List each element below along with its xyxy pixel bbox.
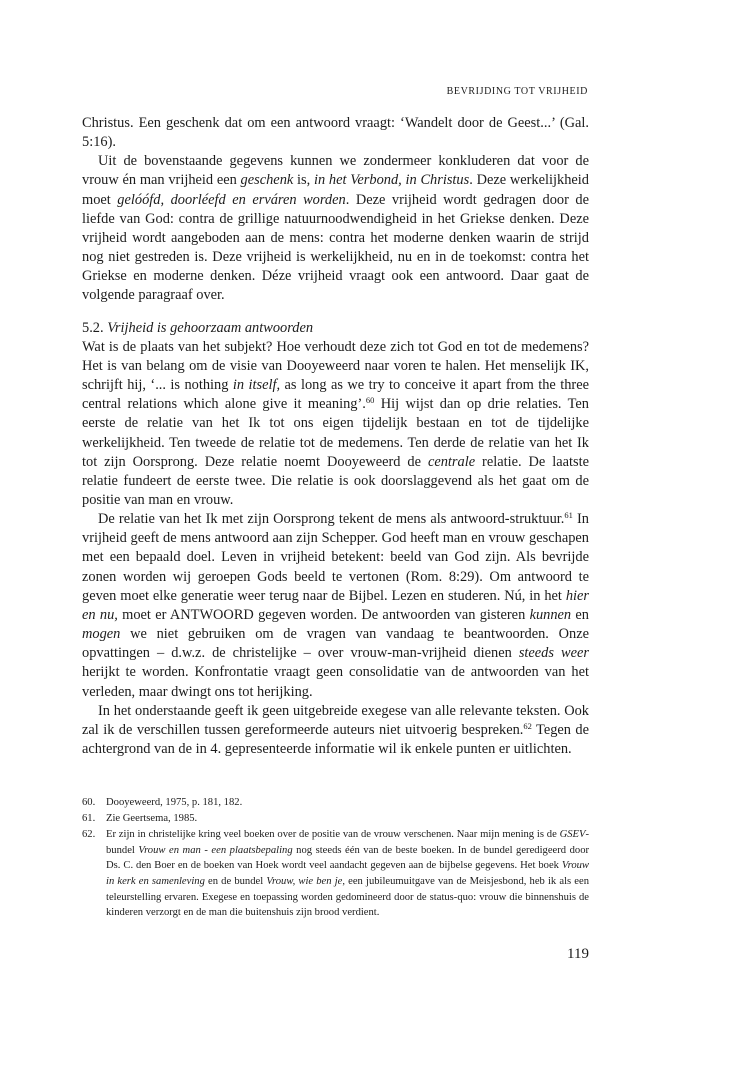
- main-text: [82, 114, 589, 759]
- footnote-ref-61: 61: [564, 510, 573, 521]
- paragraph-answer-structure: De relatie van het Ik met zijn Oorsprong tekent de mens als antwoord-struktuur.$^{61}$ In vrijheid geeft de mens antwoord aan zijn Schepper. God heeft man en vrouw geschapen met een bepaald doel. Leven in vrijheid betekent: beeld van God zijn. Als bevrijde zonen worden wij geroepen Gods beeld te vertonen (Rom. 8:29). Om antwoord te geven moet elke generatie weer terug naar de Bijbel. Lezen en studeren. Nú, in het hier en nu, moet er ANTWOORD gegeven worden. De antwoorden van gisteren kunnen en mogen we niet gebruiken om de vragen van vandaag te beantwoorden. Onze opvattingen – d.w.z. de christelijke – over vrouw-man-vrijheid dienen steeds weer herijkt te worden. Konfrontatie vraagt geen consolidatie van de antwoorden van het verleden, maar dwingt ons tot herijking.: [82, 510, 589, 700]
- section-number: 5.2.: [82, 319, 108, 336]
- page-number: 119: [567, 946, 589, 962]
- footnotes: [82, 795, 589, 921]
- footnote-60: [82, 795, 589, 811]
- footnote-61: [82, 811, 589, 827]
- footnote-62: [82, 827, 589, 921]
- running-header: BEVRIJDING TOT VRIJHEID: [446, 86, 588, 97]
- section-title: Vrijheid is gehoorzaam antwoorden: [107, 319, 314, 336]
- paragraph-outline: In het onderstaande geeft ik geen uitgebreide exegese van alle relevante teksten. Ook zal ik de verschillen tussen gereformeerde auteurs niet uitvoerig bespreken.$^{62}$ Tegen de achtergrond van de in 4. gepresenteerde informatie wil ik enkele punten er uitlichten.: [82, 702, 589, 757]
- paragraph-conclusion: Uit de bovenstaande gegevens kunnen we zondermeer konkluderen dat voor de vrouw én man vrijheid een geschenk is, in het Verbond, in Christus. Deze werkelijkheid moet gelóófd, doorléefd en erváren worden. Deze vrijheid wordt gedragen door de liefde van God: contra de grillige natuurnoodwendigheid in het Griekse denken. Deze vrijheid wordt aangeboden aan de mens: contra het moderne denken waarin de strijd nog niet gestreden is. Deze vrijheid is werkelijkheid, nu en in de toekomst: contra het Griekse en moderne denken. Déze vrijheid vraagt ook een antwoord. Daar gaat de volgende paragraaf over.: [82, 153, 589, 304]
- footnote-number: 61.: [82, 813, 96, 825]
- section-heading: [82, 319, 589, 338]
- paragraph-subject: Wat is de plaats van het subjekt? Hoe verhoudt deze zich tot God en tot de medemens? Het is van belang om de visie van Dooyeweerd naar voren te halen. Het menselijk IK, schrijft hij, ‘... is nothing in itself, as long as we try to conceive it apart from the three central relations which alone give it meaning’.$^{60}$ Hij wijst dan op drie relaties. Ten eerste de relatie van het Ik tot ons eigen tijdelijk bestaan en tot de tijdelijke werkelijkheid. Ten tweede de relatie tot de medemens. Ten derde de relatie van het Ik tot zijn Oorsprong. Deze relatie noemt Dooyeweerd de centrale relatie. De laatste relatie fundeert de eerste twee. Die relatie is ook doorslaggevend als het gaat om de positie van man en vrouw.: [82, 338, 589, 508]
- footnote-ref-60: 60: [365, 395, 375, 406]
- paragraph-continuation: Christus. Een geschenk dat om een antwoord vraagt: ‘Wandelt door de Geest...’ (Gal. 5:16).: [82, 115, 589, 151]
- footnote-number: 60.: [82, 797, 96, 808]
- footnote-ref-62: 62: [523, 720, 532, 731]
- footnote-number: 62.: [82, 829, 96, 841]
- footnote-text: Er zijn in christelijke kring veel boeken over de positie van de vrouw verschenen. Naar mijn mening is de GSEV-bundel Vrouw en man - een plaatsbepaling nog steeds één van de beste boeken. In de bundel geredigeerd door Ds. C. den Boer en de boeken van Hoek wordt veel aandacht gegeven aan de bijbelse gegevens. Het boek Vrouw in kerk en samenleving en de bundel Vrouw, wie ben je, een jubileumuitgave van de Meisjesbond, heb ik als een teleurstelling ervaren. Exegese en toepassing worden gedomineerd door de status-quo: vrouw die binnenshuis de kinderen verzorgt en de man die buitenshuis zijn brood verdient.: [106, 829, 590, 919]
- footnote-text: Dooyeweerd, 1975, p. 181, 182.: [106, 797, 243, 808]
- footnote-text: Zie Geertsema, 1985.: [106, 813, 198, 825]
